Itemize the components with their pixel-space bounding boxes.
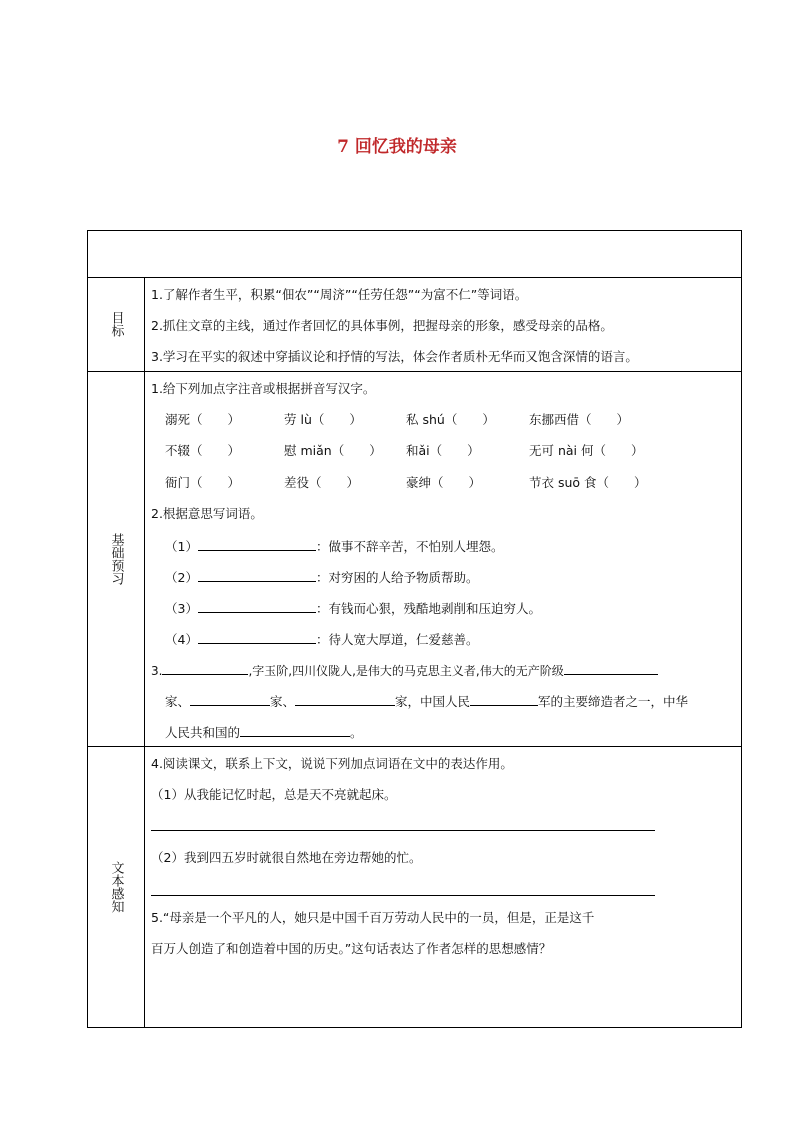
question-3-line-2: [165, 692, 688, 710]
goals-label: 目标: [108, 311, 124, 337]
answer-blank[interactable]: [295, 692, 395, 706]
page-title: 7 回忆我的母亲: [337, 137, 457, 157]
pinyin-item: 私 shú（ ）: [406, 412, 495, 427]
pinyin-item: 慰 miǎn（ ）: [284, 443, 382, 458]
pinyin-item: 和ǎi（ ）: [406, 443, 480, 458]
answer-blank[interactable]: [470, 692, 538, 706]
question-text: 人民共和国的: [165, 725, 241, 740]
meaning-item: [165, 537, 503, 555]
goal-item: 3.学习在平实的叙述中穿插议论和抒情的写法，体会作者质朴无华而又饱含深情的语言。: [151, 349, 638, 364]
pinyin-item: 衙门（ ）: [165, 475, 241, 490]
question-number: 3.: [151, 664, 163, 678]
answer-blank[interactable]: [240, 723, 350, 737]
answer-blank[interactable]: [198, 537, 316, 551]
worksheet-table: [87, 230, 742, 1028]
meaning-text: ：做事不辞辛苦，不怕别人埋怨。: [315, 539, 504, 554]
goal-item: 1.了解作者生平，积累“佃农”“周济”“任劳任怨”“为富不仁”等词语。: [151, 287, 528, 302]
question-text: ,字玉阶,四川仪陇人,是伟大的马克思主义者,伟大的无产阶级: [248, 664, 564, 678]
reading-label: 文本感知: [108, 861, 124, 913]
meaning-item: [165, 599, 541, 617]
reading-cell: [151, 746, 735, 1028]
meaning-number: （1）: [165, 539, 198, 554]
answer-blank[interactable]: [190, 692, 270, 706]
answer-blank[interactable]: [198, 568, 316, 582]
pinyin-item: 节衣 suō 食（ ）: [529, 475, 647, 490]
answer-blank[interactable]: [198, 599, 316, 613]
preview-cell: [151, 371, 735, 746]
question-4-2: （2）我到四五岁时就很自然地在旁边帮她的忙。: [151, 850, 422, 865]
question-text: 家、: [270, 694, 296, 709]
pinyin-item: 豪绅（ ）: [406, 475, 482, 490]
meaning-item: [165, 630, 478, 648]
pinyin-item: 无可 nài 何（ ）: [529, 443, 644, 458]
pinyin-item: 东挪西借（ ）: [529, 412, 630, 427]
question-text: 家，中国人民: [395, 694, 471, 709]
meaning-text: ：对穷困的人给予物质帮助。: [315, 570, 479, 585]
question-3-line-1: [151, 661, 658, 679]
pinyin-item: 不辍（ ）: [165, 443, 241, 458]
goal-item: 2.抓住文章的主线，通过作者回忆的具体事例，把握母亲的形象，感受母亲的品格。: [151, 318, 613, 333]
pinyin-item: 溺死（ ）: [165, 412, 241, 427]
question-5-line-1: 5.“母亲是一个平凡的人，她只是中国千百万劳动人民中的一员，但是，正是这千: [151, 910, 595, 925]
question-3-line-3: [165, 723, 363, 741]
question-4: 4.阅读课文，联系上下文，说说下列加点词语在文中的表达作用。: [151, 756, 513, 771]
meaning-number: （2）: [165, 570, 198, 585]
meaning-item: [165, 568, 478, 586]
question-text: 。: [350, 725, 363, 740]
meaning-number: （3）: [165, 601, 198, 616]
answer-line[interactable]: [151, 895, 655, 896]
meaning-text: ：待人宽大厚道，仁爱慈善。: [315, 632, 479, 647]
meaning-text: ：有钱而心狠，残酷地剥削和压迫穷人。: [315, 601, 541, 616]
pinyin-item: 差役（ ）: [284, 475, 360, 490]
answer-blank[interactable]: [564, 661, 658, 675]
goals-cell: [151, 277, 735, 371]
question-5-line-2: 百万人创造了和创造着中国的历史。”这句话表达了作者怎样的思想感情？: [151, 941, 552, 956]
question-2: 2.根据意思写词语。: [151, 506, 263, 521]
question-text: 家、: [165, 694, 191, 709]
pinyin-item: 劳 lù（ ）: [284, 412, 362, 427]
preview-label: 基础预习: [108, 532, 124, 585]
answer-line[interactable]: [151, 830, 655, 831]
answer-blank[interactable]: [162, 661, 248, 675]
question-text: 军的主要缔造者之一，中华: [538, 694, 689, 709]
answer-blank[interactable]: [198, 630, 316, 644]
question-1: 1.给下列加点字注音或根据拼音写汉字。: [151, 381, 376, 396]
column-divider: [144, 277, 145, 1028]
question-4-1: （1）从我能记忆时起，总是天不亮就起床。: [151, 787, 397, 802]
meaning-number: （4）: [165, 632, 198, 647]
